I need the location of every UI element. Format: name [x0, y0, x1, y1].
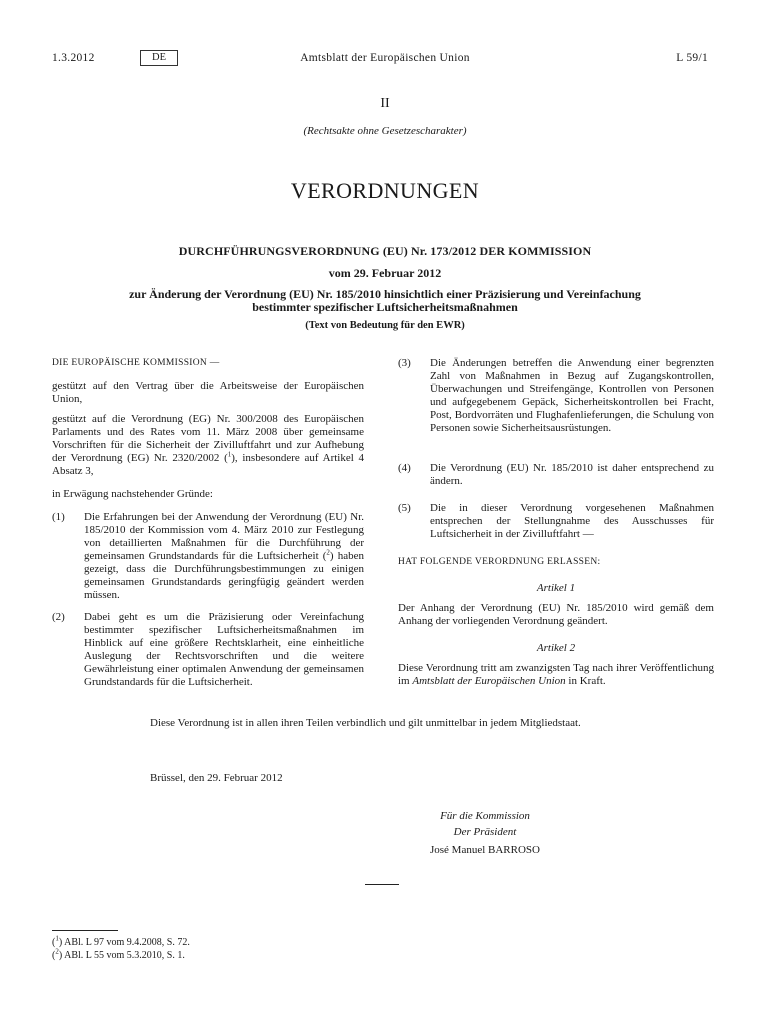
- recital-5: Die in dieser Verordnung vorgesehenen Maßnahmen entsprechen der Stellungnahme des Ausschusses für Luftsicherheit in der Zivilluftfahrt —: [430, 502, 714, 540]
- footnote-1: ($^1$) ABl. L 97 vom 9.4.2008, S. 72.: [52, 934, 190, 948]
- enacting-formula: HAT FOLGENDE VERORDNUNG ERLASSEN:: [398, 557, 601, 567]
- recital-2: Dabei geht es um die Präzisierung oder Vereinfachung bestimmter spezifischer Luftsicherheitsmaßnahmen im Hinblick auf eine größere Rechtsklarheit, eine einheitliche Auslegung der Rechtsvorschriften und die weitere Gewährleistung einer optimalen Anwendung der gemeinsamen Grundstandards für die Luftsicherheit.: [84, 611, 364, 688]
- section-title: VERORDNUNGEN: [290, 178, 480, 203]
- footnote-2: ($^2$) ABl. L 55 vom 5.3.2010, S. 1.: [52, 947, 185, 961]
- recital-number: (2): [52, 611, 65, 623]
- article-1-text: Der Anhang der Verordnung (EU) Nr. 185/2010 wird gemäß dem Anhang der vorliegenden Verordnung geändert.: [398, 602, 714, 627]
- recital-3: Die Änderungen betreffen die Anwendung einer begrenzten Zahl von Maßnahmen in Bezug auf Zugangskontrollen, Überwachungen und Streifengänge, Kontrollen von Personen und aufgegebenem Gepäck, Sicherheitskontrollen bei Fracht, Post, Bordvorräten und Flughafenlieferungen, die Schulung von Personen sowie Sicherheitsausrüstungen.: [430, 357, 714, 434]
- place-date: Brüssel, den 29. Februar 2012: [150, 772, 283, 784]
- end-divider: [365, 884, 399, 885]
- article-2-title: Artikel 2: [536, 642, 576, 654]
- recital-number: (1): [52, 511, 65, 523]
- recital-4: Die Verordnung (EU) Nr. 185/2010 ist daher entsprechend zu ändern.: [430, 462, 714, 487]
- recital-number: (4): [398, 462, 411, 474]
- regulation-date: vom 29. Februar 2012: [328, 266, 442, 280]
- part-number: II: [380, 96, 390, 111]
- article-1-title: Artikel 1: [536, 582, 576, 594]
- signature-role: Der Präsident: [453, 826, 517, 838]
- language-badge: DE: [140, 50, 178, 66]
- binding-statement: Diese Verordnung ist in allen ihren Teilen verbindlich und gilt unmittelbar in jedem Mitgliedstaat.: [150, 717, 581, 729]
- footnote-rule: [52, 930, 118, 931]
- recitals-intro: in Erwägung nachstehender Gründe:: [52, 488, 213, 500]
- recital-number: (3): [398, 357, 411, 369]
- regulation-subject: zur Änderung der Verordnung (EU) Nr. 185/2010 hinsichtlich einer Präzisierung und Vereinfachung bestimmter spezifischer Luftsicherheitsmaßnahmen: [129, 287, 641, 314]
- commission-intro: DIE EUROPÄISCHE KOMMISSION —: [52, 358, 220, 368]
- signature-for: Für die Kommission: [440, 810, 530, 822]
- citation-regulation: gestützt auf die Verordnung (EG) Nr. 300/2008 des Europäischen Parlaments und des Rates vom 11. März 2008 über gemeinsame Vorschriften für die Sicherheit der Zivilluftfahrt und zur Aufhebung der Verordnung (EG) Nr. 2320/2002 ($^1$), insbesondere auf Artikel 4 Absatz 3,: [52, 413, 364, 477]
- signature-name: José Manuel BARROSO: [429, 844, 540, 856]
- recital-number: (5): [398, 502, 411, 514]
- recital-1: Die Erfahrungen bei der Anwendung der Verordnung (EU) Nr. 185/2010 der Kommission vom 4. März 2010 zur Festlegung von detaillierten Maßnahmen für die Durchführung der gemeinsamen Grundstandards für die Luftsicherheit ($^2$) haben gezeigt, dass die Durchführungsbestimmungen zu einigen gemeinsamen Grundstandards geringfügig geändert werden müssen.: [84, 511, 364, 601]
- eea-relevance: (Text von Bedeutung für den EWR): [305, 320, 465, 331]
- article-2-text: Diese Verordnung tritt am zwanzigsten Tag nach ihrer Veröffentlichung im Amtsblatt der Europäischen Union in Kraft.: [398, 662, 714, 687]
- journal-title: Amtsblatt der Europäischen Union: [300, 52, 470, 64]
- header-date: 1.3.2012: [52, 52, 95, 64]
- page-number: L 59/1: [676, 52, 708, 64]
- part-subtitle: (Rechtsakte ohne Gesetzescharakter): [303, 125, 467, 137]
- regulation-title: DURCHFÜHRUNGSVERORDNUNG (EU) Nr. 173/2012 DER KOMMISSION: [178, 244, 592, 258]
- citation-treaty: gestützt auf den Vertrag über die Arbeitsweise der Europäischen Union,: [52, 380, 364, 405]
